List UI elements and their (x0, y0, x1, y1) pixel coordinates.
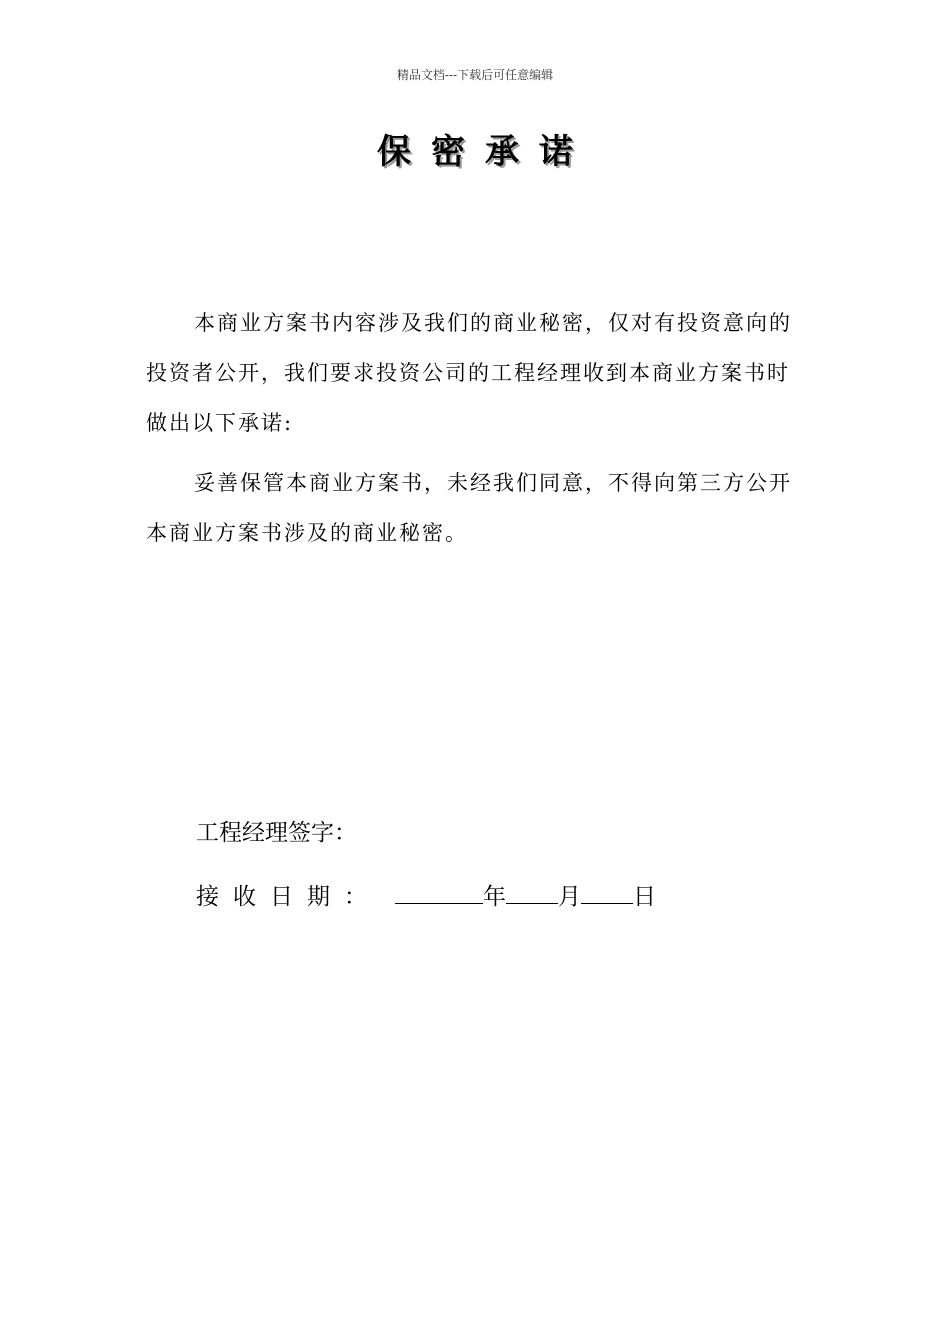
month-blank (506, 881, 558, 904)
receive-date-label: 接收日期： (196, 884, 381, 910)
year-unit: 年 (483, 884, 506, 910)
month-unit: 月 (558, 884, 581, 910)
manager-signature-line (196, 814, 357, 847)
receive-date-line (196, 878, 656, 911)
day-unit: 日 (633, 884, 656, 910)
paragraph-2-text: 妥善保管本商业方案书，未经我们同意，不得向第三方公开本商业方案书涉及的商业秘密。 (146, 471, 792, 545)
paragraph-commitment (146, 458, 810, 558)
year-blank (395, 881, 483, 904)
day-blank (581, 881, 633, 904)
document-title: 保密承诺 (377, 132, 593, 172)
paragraph-confidentiality-scope (146, 298, 810, 448)
manager-signature-label: 工程经理签字： (196, 820, 357, 846)
paragraph-1-text: 本商业方案书内容涉及我们的商业秘密，仅对有投资意向的投资者公开，我们要求投资公司的工程经理收到本商业方案书时做出以下承诺: (146, 311, 792, 435)
header-note: 精品文档---下载后可任意编辑 (396, 68, 554, 82)
